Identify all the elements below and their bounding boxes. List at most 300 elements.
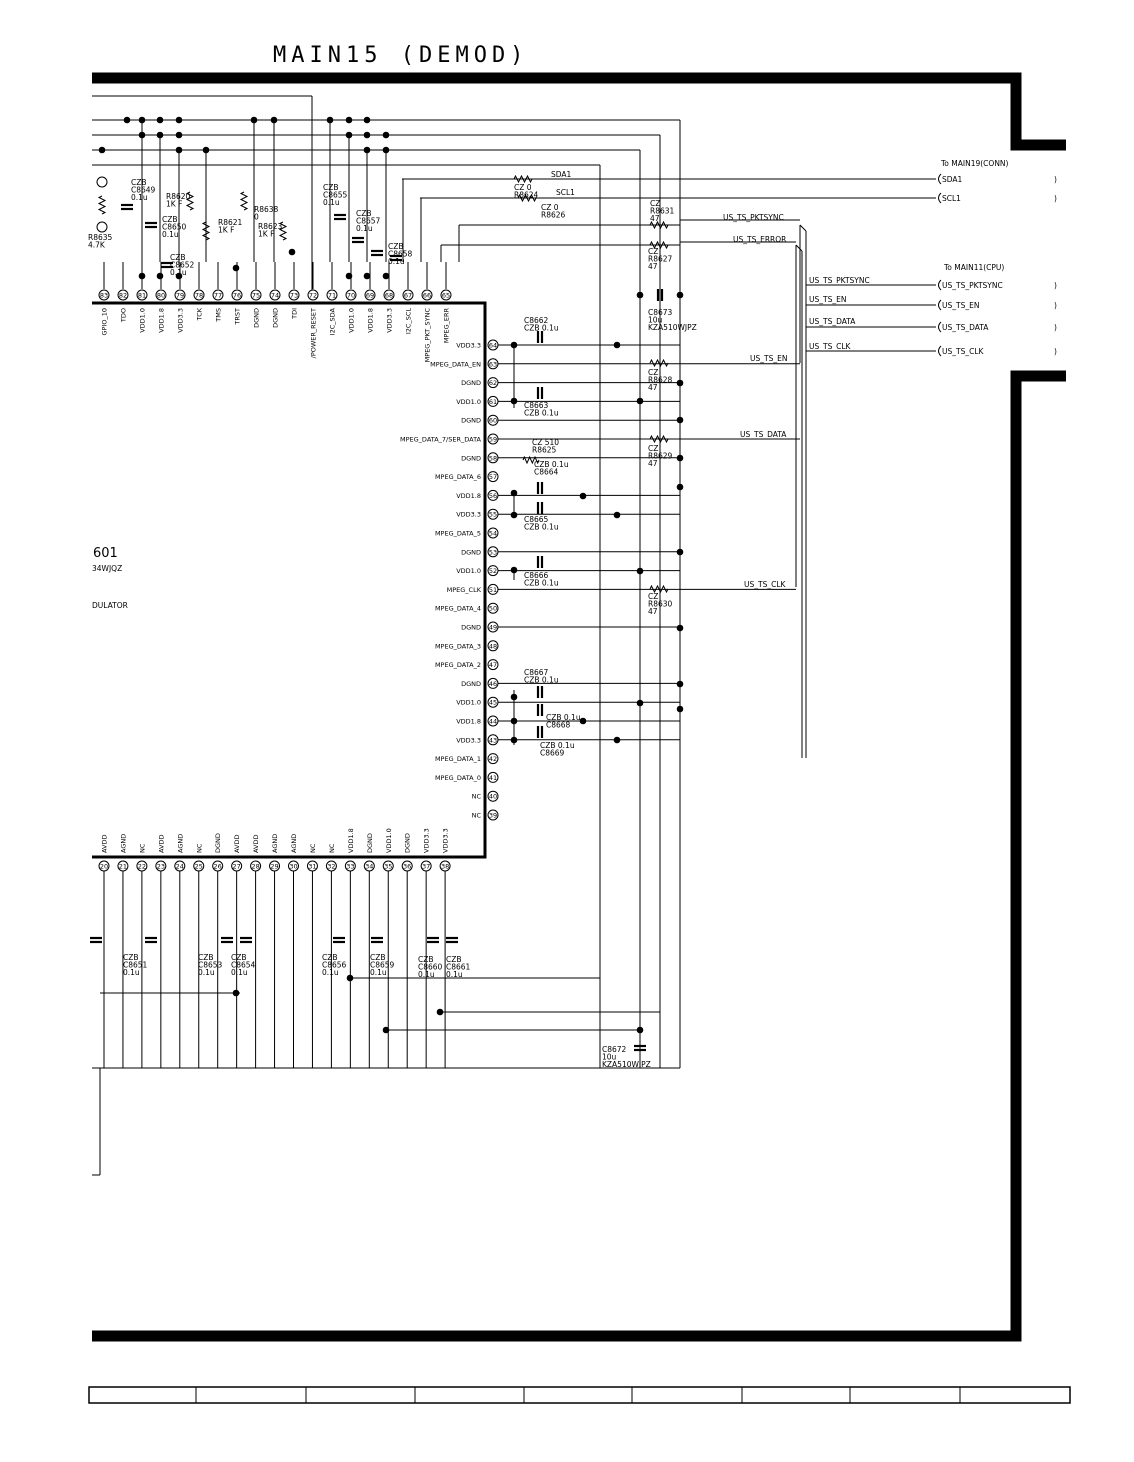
- pin-name: VDD3.3: [456, 510, 481, 519]
- part-label-r8631: [650, 199, 675, 223]
- part-label-line: 4.7K: [88, 240, 105, 250]
- junction-dot: [364, 132, 371, 139]
- part-label-c8669: [540, 741, 575, 758]
- part-label-line: CZB: [388, 242, 404, 251]
- net-label-clk: US_TS_CLK: [744, 580, 786, 589]
- junction-dot: [347, 975, 354, 982]
- junction-dot: [637, 398, 644, 405]
- part-label-line: KZA510WJPZ: [648, 323, 697, 332]
- part-label-line: CZB 0.1u: [524, 675, 559, 685]
- part-label-line: C8650: [162, 222, 187, 232]
- pin-name: VDD1.0: [347, 308, 356, 333]
- ic-info: [92, 546, 128, 610]
- pin-number: 77: [213, 291, 223, 300]
- junction-dot: [383, 273, 390, 280]
- pin-number: 44: [488, 717, 498, 726]
- part-label-r8635: [88, 233, 113, 250]
- pin-name: DGND: [461, 454, 481, 463]
- net-label-bus-pktsync: US_TS_PKTSYNC: [809, 276, 870, 285]
- pin-name: VDD1.0: [456, 397, 481, 406]
- capacitor-symbol: [145, 938, 157, 942]
- part-label-line: R8628: [648, 375, 673, 385]
- junction-dot: [346, 132, 353, 139]
- junction-dot: [511, 567, 518, 574]
- junction-dot: [677, 706, 684, 713]
- part-label-line: CZ: [650, 199, 661, 208]
- part-label-c8665: [524, 515, 559, 532]
- pin-number: 55: [488, 510, 498, 519]
- junction-dot: [383, 132, 390, 139]
- resistor-symbol: [514, 176, 532, 182]
- capacitor-symbol: [446, 938, 458, 942]
- pin-name: MPEG_ERR: [442, 308, 451, 344]
- capacitor-symbol: [333, 938, 345, 942]
- junction-dot: [346, 273, 353, 280]
- junction-dot: [511, 694, 518, 701]
- pin-name: VDD3.3: [456, 736, 481, 745]
- junction-dot: [139, 132, 146, 139]
- ic-body: [92, 303, 485, 857]
- part-label-line: CZB: [170, 253, 186, 262]
- pin-number: 54: [488, 529, 498, 538]
- junction-dot: [511, 718, 518, 725]
- pin-number: 25: [194, 862, 203, 871]
- capacitor-symbol: [538, 387, 542, 399]
- part-label-line: 0.1u: [370, 968, 387, 977]
- part-label-line: R8625: [532, 445, 557, 455]
- junction-dot: [511, 398, 518, 405]
- capacitor-symbol: [538, 482, 542, 494]
- capacitor-symbol: [334, 215, 346, 219]
- pin-name: TDO: [119, 308, 128, 323]
- part-label-line: CZ: [648, 368, 659, 377]
- junction-dot: [251, 117, 258, 124]
- junction-dot: [176, 117, 183, 124]
- part-label-line: CZ: [648, 592, 659, 601]
- part-label-line: 0.1u: [162, 230, 179, 239]
- connector-port: [939, 174, 1058, 184]
- pin-name: AGND: [290, 833, 298, 853]
- junction-dot: [511, 490, 518, 497]
- pin-number: 59: [488, 435, 498, 444]
- junction-dot: [383, 1027, 390, 1034]
- part-label-line: C8659: [370, 960, 395, 970]
- connector-port-end: ): [1054, 301, 1057, 310]
- pin-number: 82: [118, 291, 128, 300]
- junction-dot: [383, 147, 390, 154]
- pin-name: MPEG_CLK: [446, 585, 481, 594]
- pin-number: 46: [488, 679, 498, 688]
- part-label-line: CZB 0.1u: [524, 408, 559, 418]
- part-label-line: 10u: [648, 315, 663, 325]
- part-label-line: 0.1u: [198, 968, 215, 977]
- net-label-bus-en: US_TS_EN: [809, 295, 847, 304]
- part-label-line: C8665: [524, 515, 549, 524]
- net-label-data: US_TS_DATA: [740, 430, 787, 439]
- pin-number: 28: [251, 862, 260, 871]
- resistor-symbol: [650, 360, 668, 366]
- part-label-line: C8673: [648, 308, 673, 317]
- pin-number: 45: [488, 698, 498, 707]
- part-label-line: CZ: [648, 444, 659, 453]
- connector-port-label: US_TS_DATA: [942, 323, 989, 332]
- part-label-line: 47: [648, 459, 658, 468]
- connector-cpu-header: To MAIN11(CPU): [944, 263, 1005, 272]
- part-label-line: R8626: [541, 210, 566, 220]
- part-label-line: 47: [648, 383, 658, 392]
- junction-dot: [637, 292, 644, 299]
- part-label-line: 1K F: [218, 225, 235, 235]
- part-label-c8656: [322, 953, 347, 977]
- part-label-line: C8654: [231, 960, 256, 970]
- pin-name: NC: [308, 843, 317, 853]
- part-label-line: C8672: [602, 1045, 627, 1054]
- part-label-r8623: [258, 222, 283, 239]
- part-label-line: CZ 0: [514, 183, 532, 192]
- part-label-line: CZB: [322, 953, 338, 962]
- pin-name: MPEG_DATA_7/SER_DATA: [400, 435, 481, 444]
- junction-dot: [289, 249, 296, 256]
- part-label-line: CZB 0.1u: [546, 713, 581, 722]
- part-label-line: R8627: [648, 254, 673, 264]
- junction-dot: [677, 417, 684, 424]
- junction-dot: [637, 1027, 644, 1034]
- pin-name: TMS: [214, 308, 223, 322]
- pin-number: 24: [175, 862, 184, 871]
- pin-name: DGND: [214, 833, 223, 853]
- part-label-c8657: [356, 209, 381, 233]
- part-label-line: 0.1u: [356, 224, 373, 233]
- part-label-line: 47: [650, 214, 660, 223]
- pin-number: 29: [270, 862, 279, 871]
- pin-name: I2C_SDA: [328, 308, 337, 336]
- title-block: [89, 1387, 1070, 1403]
- pin-name: VDD1.0: [456, 698, 481, 707]
- part-label-line: 0.1u: [123, 968, 140, 977]
- pin-name: VDD1.0: [138, 308, 147, 333]
- junction-dot: [233, 265, 240, 272]
- part-label-line: 0.1u: [131, 193, 148, 202]
- part-label-c8672: [602, 1045, 651, 1069]
- pin-name: /POWER_RESET: [309, 308, 318, 359]
- part-label-line: CZB: [123, 953, 139, 962]
- junction-dot: [511, 342, 518, 349]
- pin-name: GPIO_10: [100, 308, 109, 336]
- junction-dot: [176, 147, 183, 154]
- part-label-c8673: [648, 308, 697, 332]
- part-label-line: CZB: [231, 953, 247, 962]
- part-label-line: CZB: [323, 183, 339, 192]
- pin-name: DGND: [461, 416, 481, 425]
- pin-number: 21: [118, 862, 128, 871]
- ic-name: DULATOR: [92, 601, 128, 610]
- resistor-symbol: [203, 222, 209, 240]
- net-label-pktsync: US_TS_PKTSYNC: [723, 213, 784, 222]
- pin-name: VDD1.8: [456, 491, 481, 500]
- pin-name: MPEG_DATA_4: [434, 604, 481, 613]
- pin-number: 75: [251, 291, 261, 300]
- junction-dot: [327, 117, 334, 124]
- part-label-r8626: [541, 203, 566, 220]
- junction-dot: [233, 990, 240, 997]
- pin-name: I2C_SCL: [404, 308, 413, 335]
- connector-port-label: US_TS_CLK: [942, 347, 984, 356]
- part-label-c8667: [524, 668, 559, 685]
- part-label-c8650: [162, 215, 187, 239]
- capacitor-symbol: [90, 938, 102, 942]
- junction-dot: [157, 132, 164, 139]
- part-label-c8662: [524, 316, 559, 333]
- part-label-c8654: [231, 953, 256, 977]
- part-label-line: CZB: [446, 955, 462, 964]
- pin-name: VDD3.3: [456, 341, 481, 350]
- part-label-line: C8661: [446, 962, 471, 972]
- pin-name: TDI: [290, 308, 299, 319]
- junction-dot: [580, 493, 587, 500]
- junction-dot: [203, 147, 210, 154]
- net-label-en: US_TS_EN: [750, 354, 788, 363]
- pin-number: 27: [232, 862, 241, 871]
- connector-port-end: ): [1054, 323, 1057, 332]
- pin-name: AVDD: [252, 834, 261, 853]
- junction-dot: [677, 549, 684, 556]
- part-label-line: 1K F: [166, 199, 183, 209]
- pin-name: VDD3.3: [441, 828, 450, 853]
- pin-number: 53: [488, 548, 498, 557]
- part-label-line: R8630: [648, 599, 673, 609]
- pin-number: 39: [488, 811, 498, 820]
- pin-number: 26: [213, 862, 222, 871]
- pin-name: DGND: [271, 308, 280, 328]
- junction-dot: [511, 512, 518, 519]
- part-label-line: C8669: [540, 748, 565, 758]
- part-label-line: C8653: [198, 960, 223, 970]
- part-label-line: C8658: [388, 249, 413, 259]
- connector-port-end: ): [1054, 281, 1057, 290]
- pin-number: 80: [156, 291, 166, 300]
- pin-name: AGND: [271, 833, 280, 853]
- pin-name: VDD1.0: [456, 567, 481, 576]
- junction-dot: [677, 625, 684, 632]
- pin-name: VDD1.8: [157, 308, 166, 333]
- pin-number: 50: [488, 604, 498, 613]
- part-label-c8649: [131, 178, 156, 202]
- part-label-line: 1K F: [258, 229, 275, 239]
- pin-name: DGND: [403, 833, 412, 853]
- connector-port-end: ): [1054, 347, 1057, 356]
- pin-name: NC: [195, 843, 204, 853]
- part-label-line: 0.1u: [388, 257, 405, 266]
- pin-number: 67: [403, 291, 413, 300]
- pin-number: 56: [488, 491, 498, 500]
- pin-number: 34: [365, 862, 374, 871]
- pin-number: 65: [441, 291, 451, 300]
- pin-number: 31: [308, 862, 317, 871]
- pin-name: VDD3.3: [385, 308, 394, 333]
- pin-name: VDD1.8: [346, 828, 355, 853]
- pin-number: 41: [488, 773, 498, 782]
- part-label-line: C8657: [356, 216, 381, 226]
- part-label-c8663: [524, 401, 559, 418]
- pin-number: 63: [488, 360, 498, 369]
- pin-name: DGND: [461, 679, 481, 688]
- pin-name: DGND: [252, 308, 261, 328]
- junction-dot: [614, 737, 621, 744]
- connector-port-label: SDA1: [942, 175, 963, 184]
- junction-dot: [677, 292, 684, 299]
- part-label-line: R8620: [166, 192, 191, 201]
- part-label-line: R8635: [88, 233, 113, 242]
- part-label-c8664: [534, 460, 569, 477]
- pin-number: 69: [365, 291, 375, 300]
- junction-dot: [614, 512, 621, 519]
- pin-name: VDD1.8: [456, 717, 481, 726]
- junction-dot: [511, 737, 518, 744]
- part-label-r8625: [532, 438, 559, 455]
- part-label-c8659: [370, 953, 395, 977]
- part-label-line: R8623: [258, 222, 283, 231]
- part-label-c8651: [123, 953, 148, 977]
- net-label-scl: SCL1: [556, 188, 575, 197]
- connector-port-label: US_TS_PKTSYNC: [942, 281, 1003, 290]
- capacitor-symbol: [371, 938, 383, 942]
- connector-port: [939, 193, 1058, 203]
- pin-number: 22: [137, 862, 147, 871]
- junction-dot: [139, 117, 146, 124]
- capacitor-symbol: [240, 938, 252, 942]
- pin-number: 76: [232, 291, 242, 300]
- connector-port-end: ): [1054, 175, 1057, 184]
- part-label-line: 47: [648, 262, 658, 271]
- pin-number: 47: [488, 661, 498, 670]
- junction-dot: [346, 117, 353, 124]
- pin-number: 62: [488, 379, 498, 388]
- pin-number: 72: [308, 291, 318, 300]
- junction-dot: [99, 147, 106, 154]
- part-label-line: CZ 0: [541, 203, 559, 212]
- junction-dot: [157, 273, 164, 280]
- part-label-line: 47: [648, 607, 658, 616]
- capacitor-symbol: [121, 205, 133, 209]
- pin-number: 83: [99, 291, 109, 300]
- test-point: [97, 222, 107, 232]
- pin-name: AVDD: [100, 834, 109, 853]
- part-label-c8668: [546, 713, 581, 730]
- part-label-line: C8662: [524, 316, 549, 325]
- pin-name: AGND: [119, 833, 128, 853]
- signal-bus: [402, 179, 936, 758]
- part-label-line: C8651: [123, 960, 148, 970]
- junction-dot: [364, 147, 371, 154]
- part-label-line: R8621: [218, 218, 243, 227]
- part-label-line: R8631: [650, 206, 675, 216]
- part-label-line: CZB 0.1u: [524, 323, 559, 333]
- pin-name: MPEG_DATA_EN: [430, 360, 481, 369]
- pin-name: VDD1.8: [366, 308, 375, 333]
- part-label-line: C8656: [322, 960, 347, 970]
- pin-number: 64: [488, 341, 498, 350]
- junction-dot: [139, 273, 146, 280]
- part-label-line: C8660: [418, 962, 443, 972]
- pin-number: 81: [137, 291, 147, 300]
- capacitor-symbol: [538, 556, 542, 568]
- capacitor-symbol: [538, 331, 542, 343]
- pin-number: 79: [175, 291, 185, 300]
- net-label-error: US_TS_ERROR: [733, 235, 787, 244]
- pin-name: AVDD: [157, 834, 166, 853]
- pin-name: NC: [471, 792, 481, 801]
- part-label-line: KZA510WJPZ: [602, 1060, 651, 1069]
- junction-dot: [614, 342, 621, 349]
- resistor-symbol: [241, 192, 247, 210]
- part-label-line: C8655: [323, 190, 348, 200]
- junction-dot: [637, 568, 644, 575]
- capacitor-symbol: [221, 938, 233, 942]
- pin-name: NC: [138, 843, 147, 853]
- part-label-line: CZB 0.1u: [524, 578, 559, 588]
- part-label-line: CZB: [418, 955, 434, 964]
- pin-number: 60: [488, 416, 498, 425]
- capacitor-symbol: [352, 238, 364, 242]
- pin-number: 51: [488, 585, 498, 594]
- part-label-line: C8649: [131, 185, 156, 195]
- resistor-symbol: [99, 196, 105, 214]
- part-label-line: C8668: [546, 720, 571, 730]
- pin-name: VDD1.0: [384, 828, 393, 853]
- junction-dot: [364, 117, 371, 124]
- part-label-c8652: [170, 253, 195, 277]
- pin-name: MPEG_DATA_3: [434, 642, 481, 651]
- pin-number: 36: [403, 862, 412, 871]
- pin-number: 73: [289, 291, 299, 300]
- junction-dot: [157, 117, 164, 124]
- pin-number: 30: [289, 862, 298, 871]
- pin-number: 58: [488, 454, 498, 463]
- connector-port-label: SCL1: [942, 194, 961, 203]
- connector-conn-header: To MAIN19(CONN): [941, 159, 1009, 168]
- junction-dot: [124, 117, 131, 124]
- part-label-c8661: [446, 955, 471, 979]
- pin-number: 33: [346, 862, 355, 871]
- part-label-r8624: [514, 183, 539, 200]
- pin-number: 38: [440, 862, 450, 871]
- pin-name: DGND: [461, 623, 481, 632]
- pin-number: 43: [488, 736, 498, 745]
- junction-dot: [580, 718, 587, 725]
- capacitor-symbol: [145, 223, 157, 227]
- pin-number: 35: [384, 862, 393, 871]
- capacitor-symbol: [538, 726, 542, 738]
- part-label-line: 0.1u: [170, 268, 187, 277]
- part-label-line: 0: [254, 212, 259, 222]
- pin-name: MPEG_PKT_SYNC: [423, 308, 432, 363]
- part-label-line: CZB: [162, 215, 178, 224]
- pin-number: 48: [488, 642, 498, 651]
- part-label-line: 10u: [602, 1052, 617, 1062]
- junction-dot: [271, 117, 278, 124]
- junction-dot: [637, 700, 644, 707]
- junction-dot: [677, 681, 684, 688]
- part-label-line: 0.1u: [418, 970, 435, 979]
- pin-number: 20: [99, 862, 109, 871]
- pin-number: 32: [327, 862, 336, 871]
- pin-name: DGND: [461, 379, 481, 388]
- part-label-line: C8666: [524, 571, 549, 580]
- part-label-line: CZB: [131, 178, 147, 187]
- pin-name: VDD3.3: [422, 828, 431, 853]
- junction-dot: [364, 273, 371, 280]
- part-label-line: CZB 0.1u: [534, 460, 569, 469]
